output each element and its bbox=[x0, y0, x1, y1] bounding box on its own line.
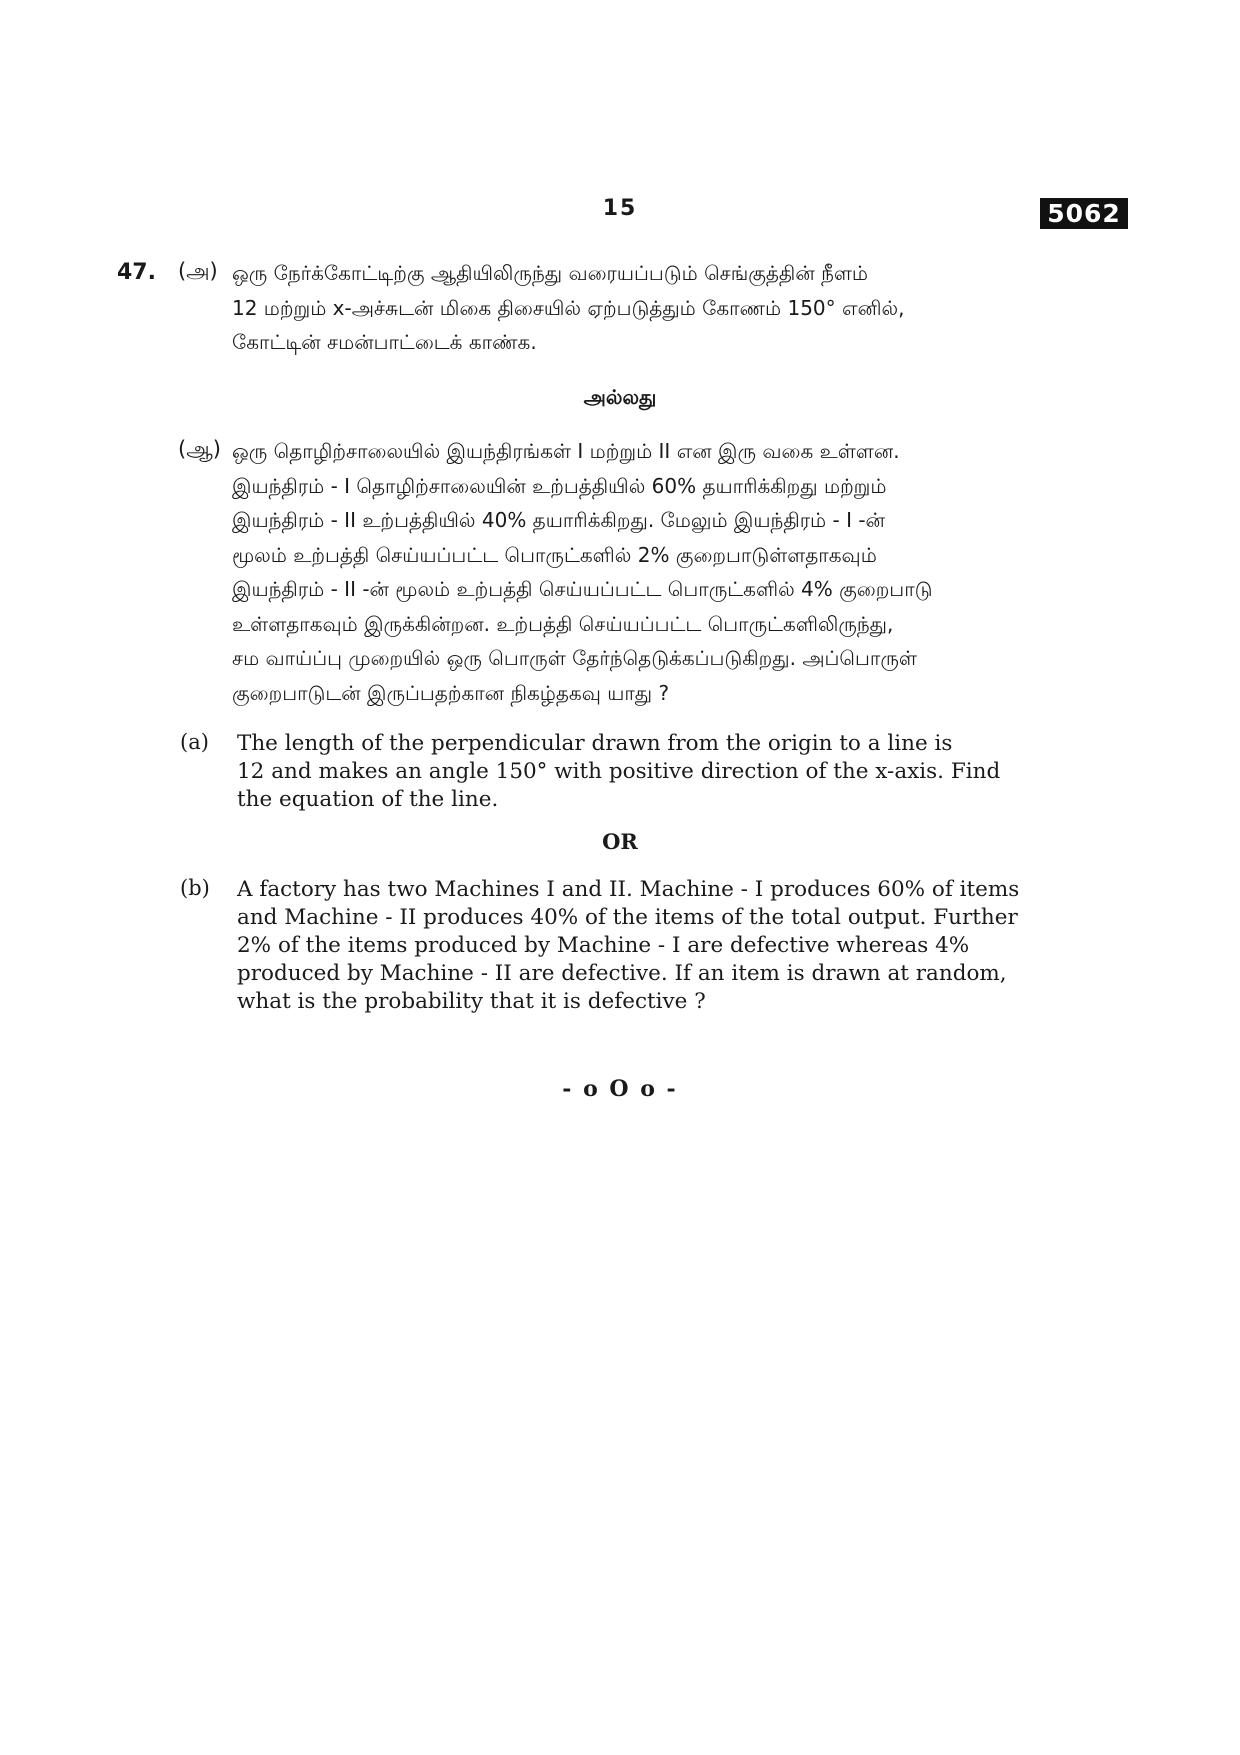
english-b-text bbox=[237, 876, 1073, 1016]
tamil-a-line: 12 மற்றும் x-அச்சுடன் மிகை திசையில் ஏற்படுத்தும் கோணம் 150° எனில், bbox=[232, 295, 905, 320]
english-a-line: the equation of the line. bbox=[237, 787, 499, 812]
tamil-b-line: இயந்திரம் - II உற்பத்தியில் 40% தயாரிக்கிறது. மேலும் இயந்திரம் - I -ன் bbox=[232, 508, 885, 532]
tamil-a-text bbox=[232, 256, 1072, 360]
tamil-a-line: ஒரு நேர்க்கோட்டிற்கு ஆதியிலிருந்து வரையப்படும் செங்குத்தின் நீளம் bbox=[232, 261, 869, 285]
english-b-line: produced by Machine - II are defective. If an item is drawn at random, bbox=[237, 961, 1007, 986]
tamil-b-line: சம வாய்ப்பு முறையில் ஒரு பொருள் தேர்ந்தெடுக்கப்படுகிறது. அப்பொருள் bbox=[232, 646, 917, 670]
english-b-line: A factory has two Machines I and II. Machine - I produces 60% of items bbox=[237, 877, 1020, 902]
end-of-paper-mark: - o O o - bbox=[562, 1076, 678, 1102]
english-b-label: (b) bbox=[180, 876, 210, 900]
tamil-b-label: (ஆ) bbox=[178, 437, 221, 461]
tamil-a-line: கோட்டின் சமன்பாட்டைக் காண்க. bbox=[232, 330, 537, 354]
english-or-divider: OR bbox=[602, 829, 638, 854]
english-b-line: 2% of the items produced by Machine - I are defective whereas 4% bbox=[237, 933, 970, 958]
question-number: 47. bbox=[117, 260, 156, 285]
english-a-label: (a) bbox=[180, 730, 209, 754]
tamil-b-line: இயந்திரம் - II -ன் மூலம் உற்பத்தி செய்யப்பட்ட பொருட்களில் 4% குறைபாடு bbox=[232, 577, 933, 601]
english-b-line: what is the probability that it is defective ? bbox=[237, 989, 706, 1014]
tamil-b-text bbox=[232, 434, 1072, 710]
paper-code-badge: 5062 bbox=[1040, 198, 1128, 229]
tamil-b-line: ஒரு தொழிற்சாலையில் இயந்திரங்கள் I மற்றும் II என இரு வகை உள்ளன. bbox=[232, 439, 900, 463]
tamil-a-label: (அ) bbox=[178, 259, 218, 283]
tamil-b-line: குறைபாடுடன் இருப்பதற்கான நிகழ்தகவு யாது ? bbox=[232, 680, 670, 705]
page-number: 15 bbox=[602, 196, 638, 221]
english-a-text bbox=[237, 730, 1073, 814]
tamil-b-line: மூலம் உற்பத்தி செய்யப்பட்ட பொருட்களில் 2% குறைபாடுள்ளதாகவும் bbox=[232, 542, 877, 567]
tamil-b-line: உள்ளதாகவும் இருக்கின்றன. உற்பத்தி செய்யப்பட்ட பொருட்களிலிருந்து, bbox=[232, 611, 894, 636]
english-a-line: The length of the perpendicular drawn from the origin to a line is bbox=[237, 731, 953, 756]
tamil-b-line: இயந்திரம் - I தொழிற்சாலையின் உற்பத்தியில் 60% தயாரிக்கிறது மற்றும் bbox=[232, 473, 887, 498]
tamil-or-divider: அல்லது bbox=[583, 385, 657, 409]
english-b-line: and Machine - II produces 40% of the items of the total output. Further bbox=[237, 905, 1018, 930]
english-a-line: 12 and makes an angle 150° with positive direction of the x-axis. Find bbox=[237, 759, 1001, 784]
